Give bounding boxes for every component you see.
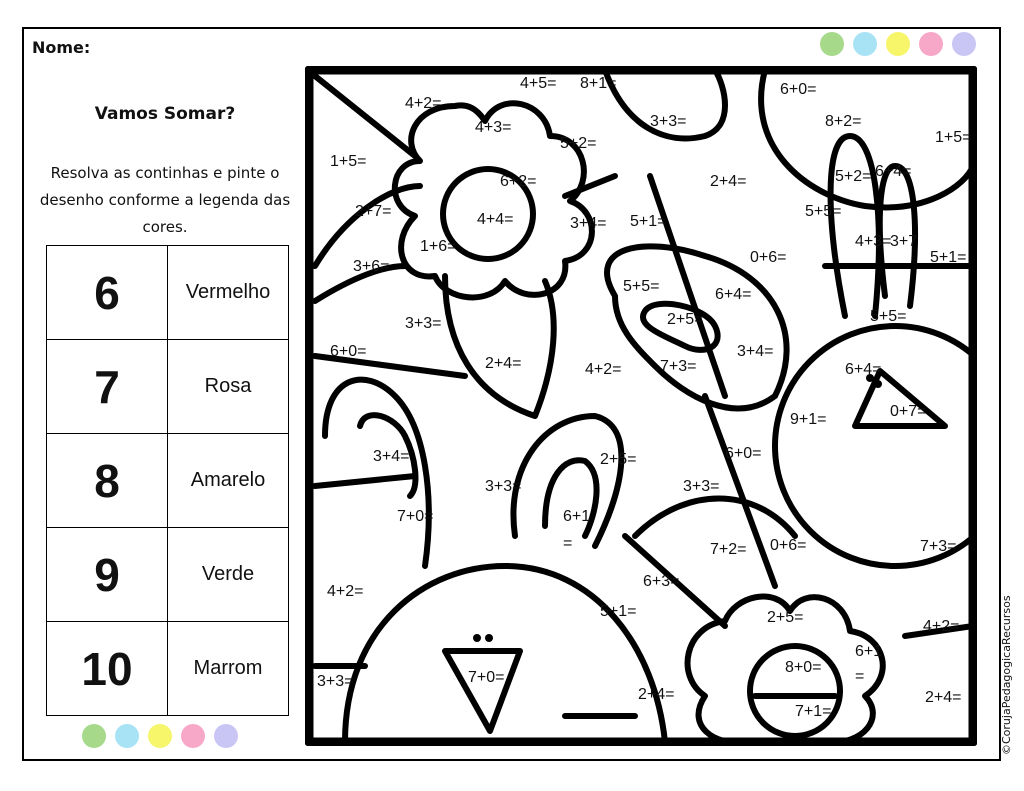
sum-label: 9+1= [790,411,827,428]
region-line-4 [635,499,795,537]
sum-label: 6+0= [725,445,762,462]
sum-label: 1+5= [330,153,367,170]
sum-label: 5+1= [930,249,967,266]
legend-color-name: Vermelho [168,246,289,340]
sum-label: 7+3= [660,358,697,375]
sum-label: 3+3= [683,478,720,495]
legend-color-name: Verde [168,528,289,622]
color-dot [214,724,238,748]
sum-label: 8+0= [785,659,822,676]
sum-label: 4+5= [520,75,557,92]
bunny-left-beak [445,651,520,731]
color-dot [919,32,943,56]
color-legend-table [46,245,289,716]
sum-label: 3+4= [373,448,410,465]
color-dot [886,32,910,56]
legend-number: 8 [47,434,168,528]
color-dots-bottom [82,724,238,748]
sum-label: 0+7= [890,403,927,420]
legend-row [47,622,289,716]
sum-label: 5+5= [870,308,907,325]
legend-color-name: Marrom [168,622,289,716]
sum-label: 5+2= [835,168,872,185]
sum-label: 2+7= [355,203,392,220]
sum-label: 6+1 [563,508,591,525]
sum-label: 3+7 [890,233,918,250]
sum-label: 3+3= [405,315,442,332]
sum-label: 1+5= [935,129,972,146]
legend-color-name: Rosa [168,340,289,434]
sum-label: 6+4= [875,163,912,180]
sum-label: 7+0= [468,669,505,686]
sum-label: 3+4= [570,215,607,232]
sum-label: 5+1= [630,213,667,230]
legend-number: 10 [47,622,168,716]
sum-label: 2+5= [600,451,637,468]
legend-row [47,434,289,528]
legend-color-name: Amarelo [168,434,289,528]
credit-text: ©CorujaPedagogicaRecursos [1000,595,1013,755]
coloring-picture [305,66,977,746]
sum-label: 2+4= [710,173,747,190]
legend-row [47,340,289,434]
sum-label: 3+3= [317,673,354,690]
color-dot [115,724,139,748]
sum-label: 4+2= [327,583,364,600]
sum-label: 8+2= [825,113,862,130]
legend-number: 7 [47,340,168,434]
sum-label: 5+2= [560,135,597,152]
sum-label: 0+6= [750,249,787,266]
legend-number: 6 [47,246,168,340]
sum-label: 3+6= [353,258,390,275]
sum-label: 4+2= [585,361,622,378]
sum-label: 2+5= [667,311,704,328]
sum-label: 4+4= [477,211,514,228]
sum-label: 7+0= [397,508,434,525]
sum-label: = [563,535,573,552]
diag-lines [315,76,415,156]
sum-label: 1+6= [420,238,457,255]
legend-row [47,528,289,622]
sum-label: 4+3= [855,233,892,250]
sum-label: 2+5= [767,609,804,626]
sum-label: 3+3= [485,478,522,495]
sum-label: = [855,668,865,685]
legend-row [47,246,289,340]
sum-label: 6+2= [500,173,537,190]
region-line-2 [315,476,415,486]
sum-label: 6+3= [643,573,680,590]
sum-label: 4+2= [405,95,442,112]
bunny-left-eye [485,634,493,642]
sum-label: 5+5= [623,278,660,295]
color-dot [82,724,106,748]
sum-label: 2+4= [485,355,522,372]
diag-2 [565,176,615,196]
instructions-text: Resolva as continhas e pinte o desenho conforme a legenda das cores. [39,164,291,236]
sum-label: 3+4= [737,343,774,360]
legend-number: 9 [47,528,168,622]
sum-label: 4+2= [923,618,960,635]
sum-label: 2+4= [925,689,962,706]
sum-label: 3+3= [650,113,687,130]
sum-label: 6+4= [845,361,882,378]
sum-label: 6+0= [330,343,367,360]
color-dot [148,724,172,748]
sum-label: 4+3= [475,119,512,136]
bunny-right-ear-1 [831,136,879,316]
worksheet-title: Vamos Somar? [94,104,236,124]
color-dot [952,32,976,56]
sum-label: 5+5= [805,203,842,220]
name-label: Nome: [32,38,91,57]
bunny-left-ear-3 [513,416,621,546]
color-dot [853,32,877,56]
sum-label: 7+1= [795,703,832,720]
sum-label: 8+1= [580,75,617,92]
sum-label: 7+2= [710,541,747,558]
sum-label: 6+0= [780,81,817,98]
bunny-right-eye [874,380,882,388]
color-dot [181,724,205,748]
sum-label: 5+1= [600,603,637,620]
color-dots-top [820,32,976,56]
bunny-left-eye [473,634,481,642]
sum-label: 6+4= [715,286,752,303]
color-dot [820,32,844,56]
sum-label: 0+6= [770,537,807,554]
sum-label: 6+1 [855,643,883,660]
sum-label: 2+4= [638,686,675,703]
coloring-drawing [305,66,977,746]
sum-label: 7+3= [920,538,957,555]
